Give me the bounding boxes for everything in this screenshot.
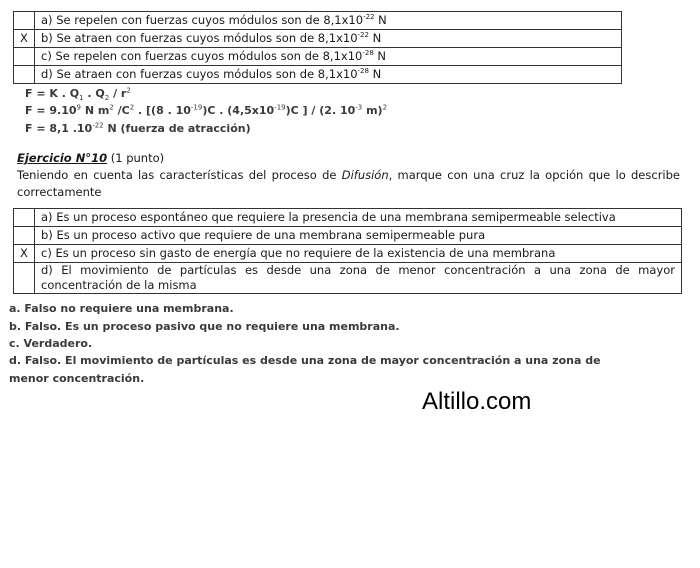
option-mark	[14, 227, 35, 245]
formula-line-2: $F = 9.10^9$ N $m^2$ $/C^2$ . [(8 . $10^{-19})C$ . $(4,5x10^{-19})C$ ] / (2. $10^{-3}$ m)$^2$	[25, 103, 388, 117]
option-text: d) Se atraen con fuerzas cuyos módulos son de $8,1x10^{-28}$ N	[35, 66, 622, 84]
option-text: a) Se repelen con fuerzas cuyos módulos son de $8,1x10^{-22}$ N	[35, 12, 622, 30]
option-text: a) Es un proceso espontáneo que requiere la presencia de una membrana semipermeable selectiva	[35, 209, 682, 227]
table-row	[14, 48, 622, 66]
option-text: c) Se repelen con fuerzas cuyos módulos son de $8,1x10^{-28}$ N	[35, 48, 622, 66]
options-table-2	[13, 208, 682, 294]
table-row	[14, 263, 682, 294]
option-mark	[14, 12, 35, 30]
table-row	[14, 30, 622, 48]
options-table-1	[13, 11, 622, 84]
table-row	[14, 12, 622, 30]
option-mark: X	[14, 245, 35, 263]
formula-line-3: F = 8,1 $.10^{-22}$ N (fuerza de atracción)	[25, 121, 251, 135]
exercise-prompt: Teniendo en cuenta las características del proceso de Difusión, marque con una cruz la opción que lo describe correctamente	[17, 168, 680, 199]
option-mark	[14, 209, 35, 227]
table-row	[14, 227, 682, 245]
answer-c: c. Verdadero.	[9, 337, 93, 350]
table-row	[14, 245, 682, 263]
option-mark	[14, 48, 35, 66]
exercise-title: Ejercicio N°10 (1 punto)	[17, 151, 165, 165]
formula-line-1: F = K . $Q_1$ . $Q_2 / r^2$	[25, 86, 131, 103]
answer-d: d. Falso. El movimiento de partículas es desde una zona de mayor concentración a una zona de menor concentración.	[9, 354, 601, 385]
option-mark	[14, 263, 35, 294]
table-row	[14, 209, 682, 227]
option-mark	[14, 66, 35, 84]
option-mark: X	[14, 30, 35, 48]
option-text: d) El movimiento de partículas es desde una zona de menor concentración a una zona de mayor concentración de la misma	[35, 263, 682, 294]
option-text: b) Se atraen con fuerzas cuyos módulos son de $8,1x10^{-22}$ N	[35, 30, 622, 48]
option-text: b) Es un proceso activo que requiere de una membrana semipermeable pura	[35, 227, 682, 245]
answer-a: a. Falso no requiere una membrana.	[9, 302, 234, 315]
table-row	[14, 66, 622, 84]
watermark: Altillo.com	[422, 388, 532, 415]
answer-b: b. Falso. Es un proceso pasivo que no requiere una membrana.	[9, 320, 400, 333]
option-text: c) Es un proceso sin gasto de energía que no requiere de la existencia de una membrana	[35, 245, 682, 263]
